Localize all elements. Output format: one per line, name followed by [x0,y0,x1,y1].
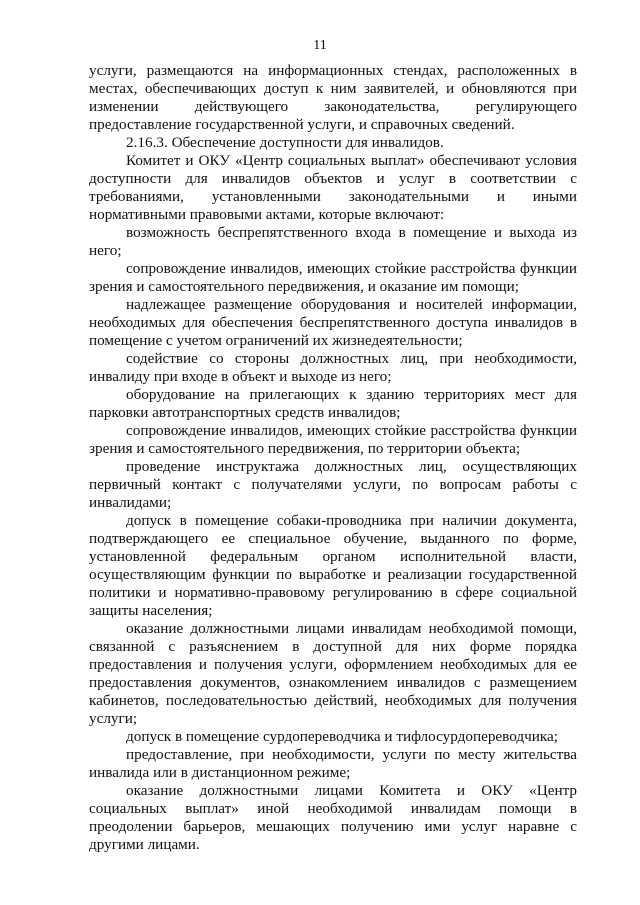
list-item: сопровождение инвалидов, имеющих стойкие расстройства функции зрения и самостоятельного передвижения, и оказание им помощи; [89,260,577,295]
list-item: сопровождение инвалидов, имеющих стойкие расстройства функции зрения и самостоятельного передвижения, по территории объекта; [89,422,577,457]
list-item: оборудование на прилегающих к зданию территориях мест для парковки автотранспортных средств инвалидов; [89,386,577,421]
paragraph-continuation: услуги, размещаются на информационных стендах, расположенных в местах, обеспечивающих доступ к ним заявителей, и обновляются при изменении действующего законодательства, регулирующего предоставление государственной услуги, и справочных сведений. [89,62,577,133]
page-number: 11 [313,38,327,53]
list-item: оказание должностными лицами инвалидам необходимой помощи, связанной с разъяснением в доступной для них форме порядка предоставления и получения услуги, оформлением необходимых для ее предоставления документов, ознакомлением инвалидов с размещением кабинетов, последовательностью действий, необходимых для получения услуги; [89,620,577,727]
list-item: предоставление, при необходимости, услуги по месту жительства инвалида или в дистанционном режиме; [89,746,577,781]
list-item: содействие со стороны должностных лиц, при необходимости, инвалиду при входе в объект и выходе из него; [89,350,577,385]
paragraph-intro: Комитет и ОКУ «Центр социальных выплат» обеспечивают условия доступности для инвалидов объектов и услуг в соответствии с требованиями, установленными законодательными и иными нормативными правовыми актами, которые включают: [89,152,577,223]
list-item: надлежащее размещение оборудования и носителей информации, необходимых для обеспечения беспрепятственного доступа инвалидов в помещение с учетом ограничений их жизнедеятельности; [89,296,577,349]
list-item: проведение инструктажа должностных лиц, осуществляющих первичный контакт с получателями услуги, по вопросам работы с инвалидами; [89,458,577,511]
section-heading-2-16-3: 2.16.3. Обеспечение доступности для инвалидов. [126,134,444,151]
list-item: возможность беспрепятственного входа в помещение и выхода из него; [89,224,577,259]
list-item: оказание должностными лицами Комитета и ОКУ «Центр социальных выплат» иной необходимой инвалидам помощи в преодолении барьеров, мешающих получению ими услуг наравне с другими лицами. [89,782,577,853]
list-item: допуск в помещение собаки-проводника при наличии документа, подтверждающего ее специальное обучение, выданного по форме, установленной федеральным органом исполнительной власти, осуществляющим функции по выработке и реализации государственной политики и нормативно-правовому регулированию в сфере социальной защиты населения; [89,512,577,619]
list-item: допуск в помещение сурдопереводчика и тифлосурдопереводчика; [126,728,558,745]
document-body [89,62,577,854]
